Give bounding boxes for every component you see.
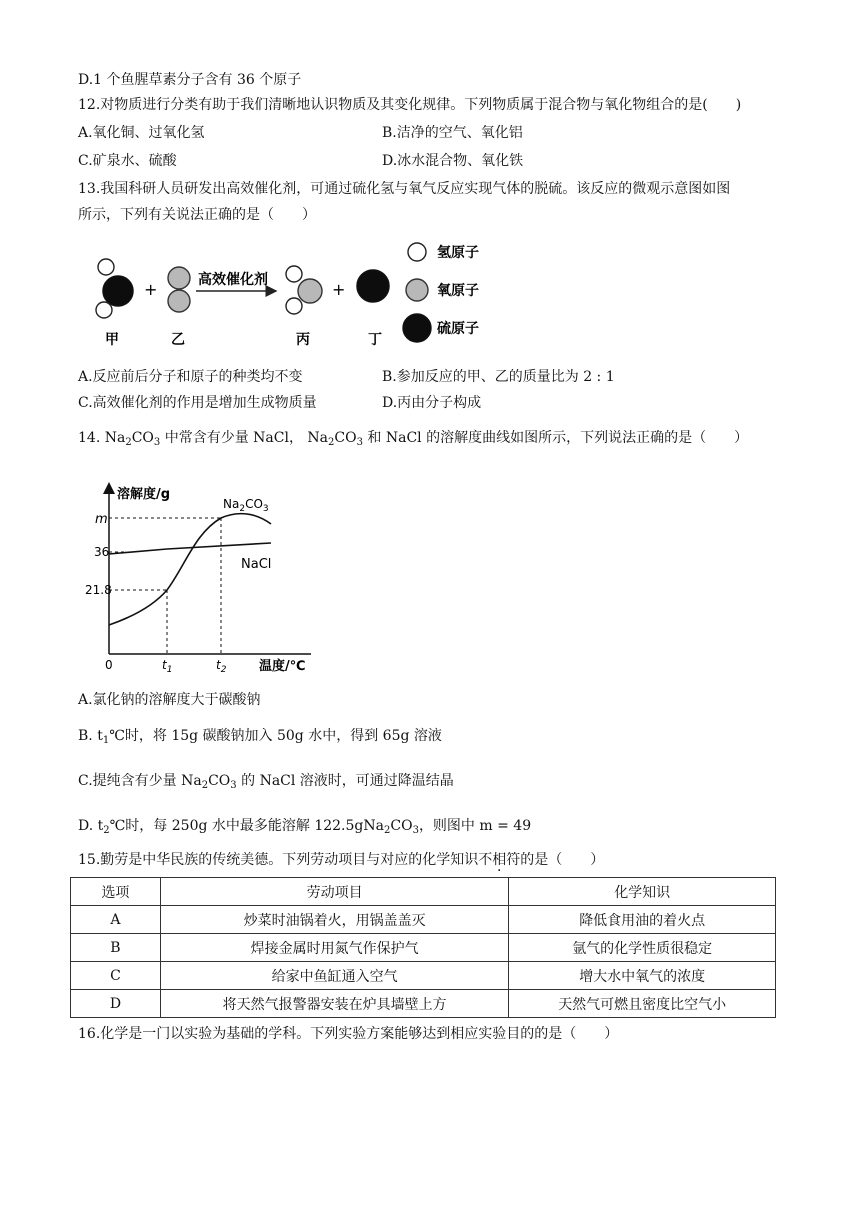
- x-tick-0: 0: [105, 658, 113, 672]
- table-header: 选项: [71, 878, 161, 906]
- label-yi: 乙: [171, 332, 185, 348]
- table-row: [71, 934, 776, 962]
- q14-stem-sub: 3: [153, 437, 161, 448]
- q14-d-part: ，则图中 m = 49: [418, 818, 532, 834]
- table-cell: 将天然气报警器安装在炉具墙壁上方: [160, 990, 509, 1018]
- q14-b-part: ℃时，将 15g 碳酸钠加入 50g 水中，得到 65g 溶液: [109, 728, 442, 744]
- labor-knowledge-table: [70, 877, 776, 1018]
- q15-stem: [78, 850, 604, 870]
- label-bing: 丙: [296, 332, 310, 348]
- q14-stem-part: 14. Na: [78, 430, 126, 446]
- legend-sulfur-swatch: [403, 314, 431, 342]
- plus-sign-2: +: [332, 280, 346, 299]
- q14-stem-sub: 2: [125, 437, 132, 448]
- q14-option-b: [78, 726, 442, 751]
- legend-hydrogen-label: 氢原子: [437, 245, 479, 261]
- q15-stem-part: 的是（ ）: [520, 852, 605, 868]
- legend-sulfur-label: 硫原子: [437, 321, 479, 337]
- table-cell: D: [71, 990, 161, 1018]
- q13-option-d: D.丙由分子构成: [382, 395, 482, 411]
- q14-stem-sub: 3: [356, 437, 363, 448]
- q14-stem-part: 和 NaCl 的溶解度曲线如图所示，下列说法正确的是（ ）: [362, 430, 749, 446]
- table-header: 劳动项目: [160, 878, 509, 906]
- q14-stem-part: CO: [334, 430, 357, 446]
- q14-c-part: CO: [208, 773, 231, 789]
- series-label-na2co3: $Na_2CO_3$: [223, 497, 269, 514]
- q14-stem-part: 中常含有少量 NaCl， Na: [160, 430, 328, 446]
- x-tick-t2: $t_2$: [216, 658, 227, 675]
- molecule-bing: [286, 266, 322, 314]
- q12-option-d: D.冰水混合物、氧化铁: [382, 153, 524, 169]
- table-cell: 炒菜时油锅着火，用锅盖盖灭: [160, 906, 509, 934]
- table-cell: 氩气的化学性质很稳定: [509, 934, 776, 962]
- table-row: [71, 906, 776, 934]
- label-jia: 甲: [105, 332, 119, 348]
- table-cell: 焊接金属时用氮气作保护气: [160, 934, 509, 962]
- legend-oxygen-label: 氧原子: [437, 283, 479, 299]
- q14-stem: [78, 428, 748, 453]
- q14-d-part: CO: [390, 818, 413, 834]
- q14-d-sub: 2: [103, 825, 110, 836]
- q11-option-d: D.1 个鱼腥草素分子含有 36 个原子: [78, 72, 302, 88]
- q12-option-c: C.矿泉水、硫酸: [78, 153, 177, 169]
- reaction-micro-diagram: [80, 236, 500, 354]
- table-cell: 降低食用油的着火点: [509, 906, 776, 934]
- label-ding: 丁: [368, 332, 382, 348]
- q14-c-part: 的 NaCl 溶液时，可通过降温结晶: [236, 773, 454, 789]
- table-cell: 增大水中氧气的浓度: [509, 962, 776, 990]
- q14-d-part: ℃时，每 250g 水中最多能溶解 122.5gNa: [109, 818, 384, 834]
- q12-stem: 12.对物质进行分类有助于我们清晰地认识物质及其变化规律。下列物质属于混合物与氧化物组合的是( ): [78, 97, 742, 113]
- q14-c-sub: 3: [230, 780, 237, 791]
- guide-lines: [109, 518, 221, 654]
- y-tick-36: 36: [94, 545, 110, 559]
- table-cell: B: [71, 934, 161, 962]
- q13-stem-line1: 13.我国科研人员研发出高效催化剂，可通过硫化氢与氧气反应实现气体的脱硫。该反应的微观示意图如图: [78, 181, 731, 197]
- q12-option-a: A.氧化铜、过氧化氢: [78, 125, 205, 141]
- legend-oxygen-swatch: [406, 279, 428, 301]
- table-cell: C: [71, 962, 161, 990]
- q14-option-c: [78, 771, 454, 796]
- table-header: 化学知识: [509, 878, 776, 906]
- q14-d-sub: 3: [412, 825, 419, 836]
- q14-option-a: A.氯化钠的溶解度大于碳酸钠: [78, 692, 261, 708]
- q14-b-part: B. t: [78, 728, 103, 744]
- q16-stem: 16.化学是一门以实验为基础的学科。下列实验方案能够达到相应实验目的的是（ ）: [78, 1026, 619, 1042]
- y-tick-m: m: [95, 512, 108, 527]
- q14-d-sub: 2: [383, 825, 391, 836]
- q14-d-part: D. t: [78, 818, 104, 834]
- q13-option-c: C.高效催化剂的作用是增加生成物质量: [78, 395, 317, 411]
- series-label-nacl: NaCl: [241, 557, 272, 572]
- table-cell: A: [71, 906, 161, 934]
- molecule-yi: [168, 267, 190, 312]
- y-tick-21-8: 21.8: [85, 583, 112, 597]
- q13-option-b: B.参加反应的甲、乙的质量比为 2 : 1: [382, 369, 615, 385]
- q14-stem-part: CO: [131, 430, 154, 446]
- table-cell: 给家中鱼缸通入空气: [160, 962, 509, 990]
- table-row: [71, 990, 776, 1018]
- q12-option-b: B.洁净的空气、氧化铝: [382, 125, 523, 141]
- table-cell: 天然气可燃且密度比空气小: [509, 990, 776, 1018]
- arrow-label: 高效催化剂: [198, 272, 268, 288]
- plus-sign-1: +: [144, 280, 158, 299]
- x-tick-t1: $t_1$: [162, 658, 173, 675]
- y-axis-label: 溶解度/g: [117, 487, 171, 502]
- q14-c-part: C.提纯含有少量 Na: [78, 773, 202, 789]
- x-axis-label: 温度/℃: [259, 659, 306, 674]
- molecule-jia: [96, 259, 133, 318]
- q14-b-sub: 1: [102, 735, 110, 746]
- q13-option-a: A.反应前后分子和原子的种类均不变: [78, 369, 303, 385]
- solubility-chart: [85, 478, 325, 678]
- q14-option-d: [78, 816, 531, 841]
- legend-hydrogen-swatch: [408, 243, 426, 261]
- q15-stem-emphasis: 不相符: [478, 852, 521, 868]
- table-header-row: [71, 878, 776, 906]
- q14-c-sub: 2: [201, 780, 209, 791]
- q13-stem-line2: 所示，下列有关说法正确的是（ ）: [78, 207, 316, 223]
- legend: [403, 243, 479, 342]
- molecule-ding: [357, 270, 389, 302]
- q14-stem-sub: 2: [328, 437, 335, 448]
- q15-stem-part: 15.勤劳是中华民族的传统美德。下列劳动项目与对应的化学知识: [78, 852, 479, 868]
- table-row: [71, 962, 776, 990]
